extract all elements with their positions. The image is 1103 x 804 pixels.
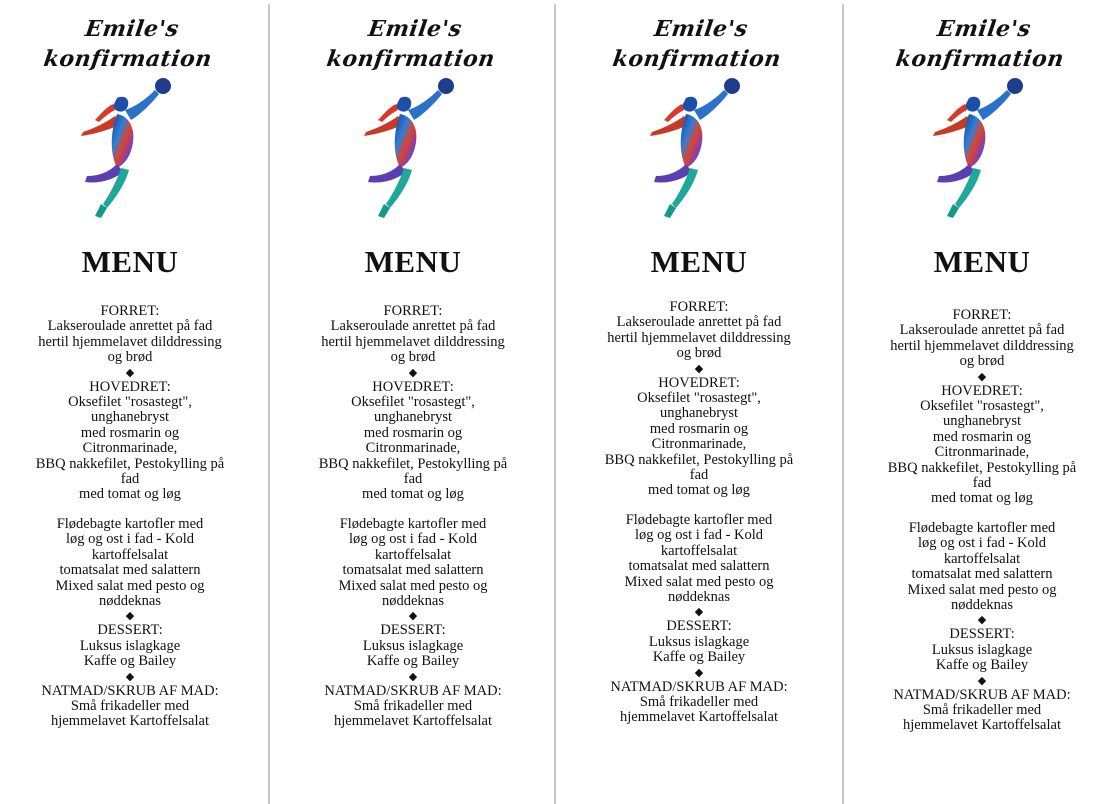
- menu-line: Mixed salat med pesto og: [55, 577, 205, 594]
- title-line-name: Emile's: [652, 16, 750, 42]
- menu-line: løg og ost i fad - Kold: [634, 527, 764, 544]
- menu-line: Lakseroulade anrettet på fad: [616, 314, 782, 331]
- menu-line: BBQ nakkefilet, Pestokylling på: [318, 455, 508, 472]
- menu-line: Flødebagte kartofler med: [625, 511, 773, 528]
- menu-line: hertil hjemmelavet dilddressing: [38, 333, 222, 350]
- card-title: [565, 14, 833, 74]
- course-heading-main: HOVEDRET:: [941, 382, 1023, 399]
- menu-line: kartoffelsalat: [91, 546, 169, 563]
- menu-line: BBQ nakkefilet, Pestokylling på: [604, 451, 794, 468]
- course-heading-main: HOVEDRET:: [89, 378, 171, 395]
- menu-line: med tomat og løg: [362, 486, 464, 503]
- menu-body: [283, 304, 543, 730]
- menu-line: Citronmarinade,: [365, 440, 461, 457]
- menu-line: hjemmelavet Kartoffelsalat: [334, 713, 492, 730]
- volleyball-player-figure: [634, 76, 764, 226]
- title-line-name: Emile's: [935, 16, 1033, 42]
- menu-line: tomatsalat med salattern: [342, 562, 484, 579]
- menu-line: tomatsalat med salattern: [911, 566, 1053, 583]
- menu-line: hjemmelavet Kartoffelsalat: [51, 713, 209, 730]
- diamond-separator-icon: ◆: [977, 614, 987, 627]
- course-heading-night: NATMAD/SKRUB AF MAD:: [324, 682, 502, 699]
- diamond-separator-icon: ◆: [977, 370, 987, 383]
- menu-line: fad: [403, 471, 423, 488]
- menu-line: hjemmelavet Kartoffelsalat: [620, 709, 778, 726]
- menu-line: Lakseroulade anrettet på fad: [330, 318, 496, 335]
- menu-body: [852, 308, 1103, 734]
- menu-line: Lakseroulade anrettet på fad: [899, 322, 1065, 339]
- menu-line: og brød: [107, 349, 153, 366]
- title-line-name: Emile's: [83, 16, 181, 42]
- menu-line: hjemmelavet Kartoffelsalat: [903, 717, 1061, 734]
- menu-line: nøddeknas: [98, 592, 161, 609]
- menu-card: [0, 0, 260, 730]
- course-heading-night: NATMAD/SKRUB AF MAD:: [41, 682, 219, 699]
- menu-line: Flødebagte kartofler med: [56, 515, 204, 532]
- menu-line: unghanebryst: [373, 409, 453, 426]
- course-heading-night: NATMAD/SKRUB AF MAD:: [893, 686, 1071, 703]
- diamond-separator-icon: ◆: [977, 674, 987, 687]
- course-heading-starter: FORRET:: [669, 299, 729, 315]
- menu-line: løg og ost i fad - Kold: [917, 535, 1047, 552]
- card-title: [0, 14, 264, 74]
- menu-line: Små frikadeller med: [639, 693, 759, 710]
- menu-line: tomatsalat med salattern: [628, 558, 770, 575]
- menu-line: hertil hjemmelavet dilddressing: [607, 329, 791, 346]
- title-line-event: konfirmation: [42, 46, 214, 72]
- menu-line: Små frikadeller med: [922, 701, 1042, 718]
- menu-line: Citronmarinade,: [82, 440, 178, 457]
- diamond-separator-icon: ◆: [408, 610, 418, 623]
- menu-line: Luksus islagkage: [362, 637, 464, 654]
- menu-line: med rosmarin og: [80, 424, 180, 441]
- course-heading-dessert: DESSERT:: [666, 618, 732, 635]
- menu-line: fad: [972, 475, 992, 492]
- menu-line: kartoffelsalat: [943, 550, 1021, 567]
- diamond-separator-icon: ◆: [125, 670, 135, 683]
- blank-gap: [569, 499, 829, 513]
- menu-heading: MENU: [364, 244, 462, 279]
- menu-line: hertil hjemmelavet dilddressing: [890, 337, 1074, 354]
- course-heading-dessert: DESSERT:: [949, 626, 1015, 643]
- blank-gap: [0, 503, 260, 517]
- title-line-event: konfirmation: [894, 46, 1066, 72]
- menu-line: Kaffe og Bailey: [935, 657, 1029, 674]
- menu-line: Oksefilet "rosastegt",: [920, 398, 1044, 415]
- menu-card: [283, 0, 543, 730]
- volleyball-player-figure: [348, 76, 478, 226]
- menu-line: Luksus islagkage: [931, 641, 1033, 658]
- course-heading-starter: FORRET:: [383, 303, 443, 319]
- menu-line: Citronmarinade,: [934, 444, 1030, 461]
- title-line-event: konfirmation: [611, 46, 783, 72]
- menu-line: nøddeknas: [950, 596, 1013, 613]
- menu-line: med tomat og løg: [931, 490, 1033, 507]
- diamond-separator-icon: ◆: [408, 366, 418, 379]
- menu-line: fad: [120, 471, 140, 488]
- menu-line: Mixed salat med pesto og: [624, 573, 774, 590]
- menu-line: med tomat og løg: [79, 486, 181, 503]
- course-heading-night: NATMAD/SKRUB AF MAD:: [610, 678, 788, 695]
- menu-body: [569, 300, 829, 726]
- menu-heading: MENU: [81, 244, 179, 279]
- menu-line: Flødebagte kartofler med: [339, 515, 487, 532]
- menu-line: nøddeknas: [667, 588, 730, 605]
- menu-line: kartoffelsalat: [374, 546, 452, 563]
- blank-gap: [283, 503, 543, 517]
- menu-line: hertil hjemmelavet dilddressing: [321, 333, 505, 350]
- course-heading-dessert: DESSERT:: [380, 622, 446, 639]
- card-title: [848, 14, 1103, 74]
- menu-line: med tomat og løg: [648, 482, 750, 499]
- menu-line: med rosmarin og: [363, 424, 463, 441]
- menu-line: og brød: [959, 353, 1005, 370]
- course-heading-starter: FORRET:: [100, 303, 160, 319]
- menu-line: og brød: [390, 349, 436, 366]
- menu-line: Små frikadeller med: [70, 697, 190, 714]
- menu-line: unghanebryst: [942, 413, 1022, 430]
- course-heading-main: HOVEDRET:: [372, 378, 454, 395]
- menu-line: Mixed salat med pesto og: [907, 581, 1057, 598]
- menu-line: Luksus islagkage: [648, 633, 750, 650]
- menu-card: [569, 0, 829, 726]
- volleyball-player-figure: [65, 76, 195, 226]
- menu-line: Mixed salat med pesto og: [338, 577, 488, 594]
- title-line-event: konfirmation: [325, 46, 497, 72]
- menu-line: Citronmarinade,: [651, 436, 747, 453]
- menu-line: fad: [689, 467, 709, 484]
- course-heading-main: HOVEDRET:: [658, 374, 740, 391]
- course-heading-dessert: DESSERT:: [97, 622, 163, 639]
- column-divider: [554, 4, 556, 804]
- menu-line: Oksefilet "rosastegt",: [351, 394, 475, 411]
- column-divider: [268, 4, 270, 804]
- menu-line: med rosmarin og: [649, 420, 749, 437]
- menu-line: Oksefilet "rosastegt",: [68, 394, 192, 411]
- menu-line: Kaffe og Bailey: [366, 653, 460, 670]
- course-heading-starter: FORRET:: [952, 307, 1012, 323]
- diamond-separator-icon: ◆: [694, 606, 704, 619]
- title-line-name: Emile's: [366, 16, 464, 42]
- menu-line: Flødebagte kartofler med: [908, 519, 1056, 536]
- menu-line: tomatsalat med salattern: [59, 562, 201, 579]
- menu-line: nøddeknas: [381, 592, 444, 609]
- menu-heading: MENU: [933, 244, 1031, 279]
- menu-line: unghanebryst: [659, 405, 739, 422]
- volleyball-player-figure: [917, 76, 1047, 226]
- diamond-separator-icon: ◆: [408, 670, 418, 683]
- menu-line: Små frikadeller med: [353, 697, 473, 714]
- blank-gap: [852, 507, 1103, 521]
- menu-line: BBQ nakkefilet, Pestokylling på: [35, 455, 225, 472]
- menu-line: Kaffe og Bailey: [652, 649, 746, 666]
- menu-line: med rosmarin og: [932, 428, 1032, 445]
- diamond-separator-icon: ◆: [125, 610, 135, 623]
- menu-line: unghanebryst: [90, 409, 170, 426]
- menu-line: Kaffe og Bailey: [83, 653, 177, 670]
- menu-line: BBQ nakkefilet, Pestokylling på: [887, 459, 1077, 476]
- card-title: [279, 14, 547, 74]
- menu-heading: MENU: [650, 244, 748, 279]
- diamond-separator-icon: ◆: [694, 666, 704, 679]
- menu-body: [0, 304, 260, 730]
- menu-card: [852, 0, 1103, 734]
- menu-line: Oksefilet "rosastegt",: [637, 390, 761, 407]
- menu-line: Luksus islagkage: [79, 637, 181, 654]
- menu-line: løg og ost i fad - Kold: [65, 531, 195, 548]
- menu-line: løg og ost i fad - Kold: [348, 531, 478, 548]
- column-divider: [842, 4, 844, 804]
- diamond-separator-icon: ◆: [125, 366, 135, 379]
- menu-line: Lakseroulade anrettet på fad: [47, 318, 213, 335]
- menu-line: og brød: [676, 345, 722, 362]
- menu-line: kartoffelsalat: [660, 542, 738, 559]
- diamond-separator-icon: ◆: [694, 362, 704, 375]
